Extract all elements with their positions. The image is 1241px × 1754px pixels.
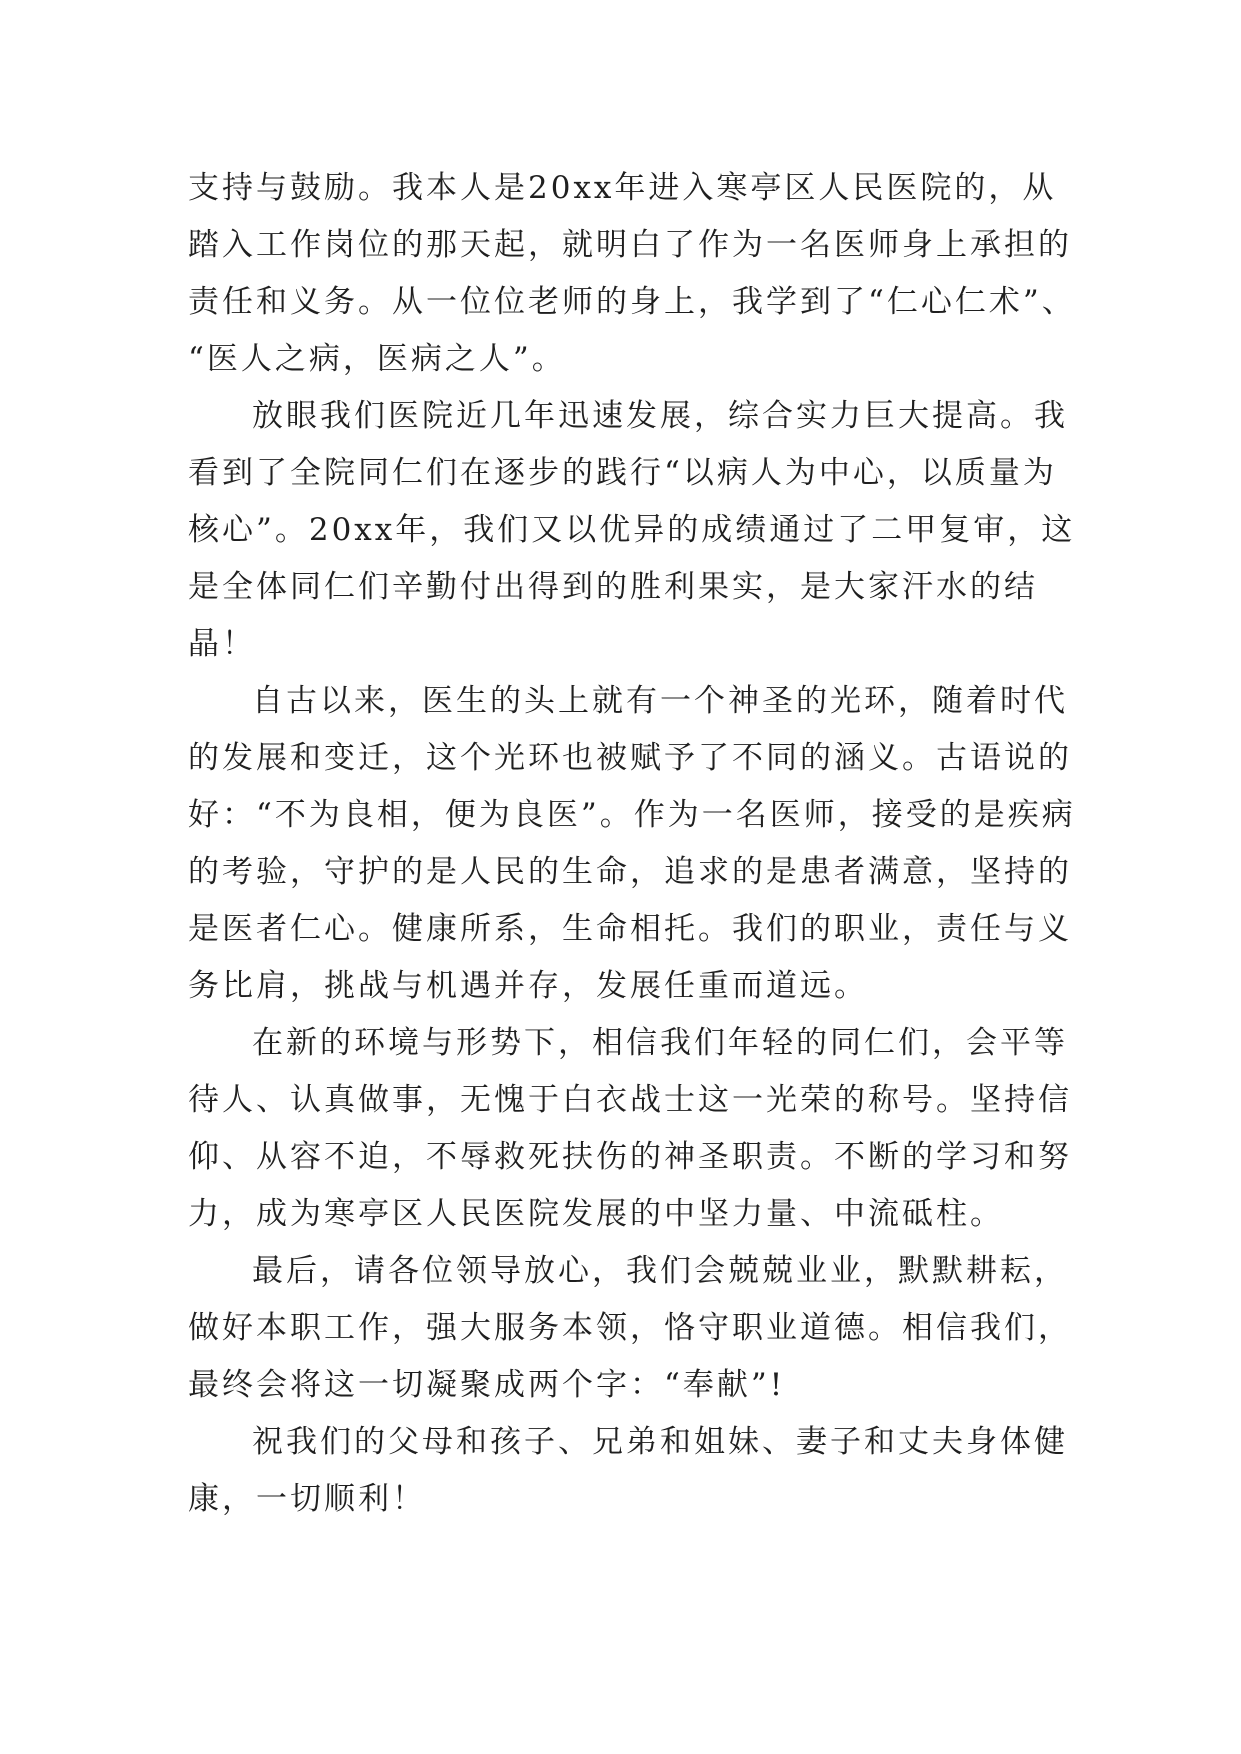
text-line: 康，一切顺利！ [188, 1481, 426, 1517]
text-line: 在新的环境与形势下，相信我们年轻的同仁们，会平等 [252, 1025, 1068, 1061]
text-line: 核心”。20xx年，我们又以优异的成绩通过了二甲复审，这 [188, 512, 1076, 548]
text-line: 支持与鼓励。我本人是20xx年进入寒亭区人民医院的，从 [188, 170, 1057, 206]
text-line: 好：“不为良相，便为良医”。作为一名医师，接受的是疾病 [188, 797, 1076, 833]
text-line: 责任和义务。从一位位老师的身上，我学到了“仁心仁术”、 [188, 284, 1076, 320]
text-line: 晶！ [188, 626, 256, 662]
text-line: 踏入工作岗位的那天起，就明白了作为一名医师身上承担的 [188, 227, 1072, 263]
text-line: 仰、从容不迫，不辱救死扶伤的神圣职责。不断的学习和努 [188, 1139, 1072, 1175]
document-body [188, 160, 1228, 1528]
text-line: “医人之病，医病之人”。 [188, 341, 566, 377]
paragraph-1 [188, 160, 1228, 388]
text-line: 待人、认真做事，无愧于白衣战士这一光荣的称号。坚持信 [188, 1082, 1072, 1118]
text-line: 是医者仁心。健康所系，生命相托。我们的职业，责任与义 [188, 911, 1072, 947]
text-line: 最后，请各位领导放心，我们会兢兢业业，默默耕耘， [252, 1253, 1068, 1289]
paragraph-6 [188, 1414, 1228, 1528]
text-line: 务比肩，挑战与机遇并存，发展任重而道远。 [188, 968, 868, 1004]
paragraph-3 [188, 673, 1228, 1015]
text-line: 力，成为寒亭区人民医院发展的中坚力量、中流砥柱。 [188, 1196, 1004, 1232]
text-line: 做好本职工作，强大服务本领，恪守职业道德。相信我们， [188, 1310, 1072, 1346]
text-line: 的发展和变迁，这个光环也被赋予了不同的涵义。古语说的 [188, 740, 1072, 776]
paragraph-4 [188, 1015, 1228, 1243]
paragraph-5 [188, 1243, 1228, 1414]
text-line: 祝我们的父母和孩子、兄弟和姐妹、妻子和丈夫身体健 [252, 1424, 1068, 1460]
text-line: 放眼我们医院近几年迅速发展，综合实力巨大提高。我 [252, 398, 1068, 434]
text-line: 最终会将这一切凝聚成两个字：“奉献”! [188, 1367, 786, 1403]
text-line: 自古以来，医生的头上就有一个神圣的光环，随着时代 [252, 683, 1068, 719]
paragraph-2 [188, 388, 1228, 673]
text-line: 看到了全院同仁们在逐步的践行“以病人为中心，以质量为 [188, 455, 1057, 491]
text-line: 的考验，守护的是人民的生命，追求的是患者满意，坚持的 [188, 854, 1072, 890]
text-line: 是全体同仁们辛勤付出得到的胜利果实，是大家汗水的结 [188, 569, 1038, 605]
